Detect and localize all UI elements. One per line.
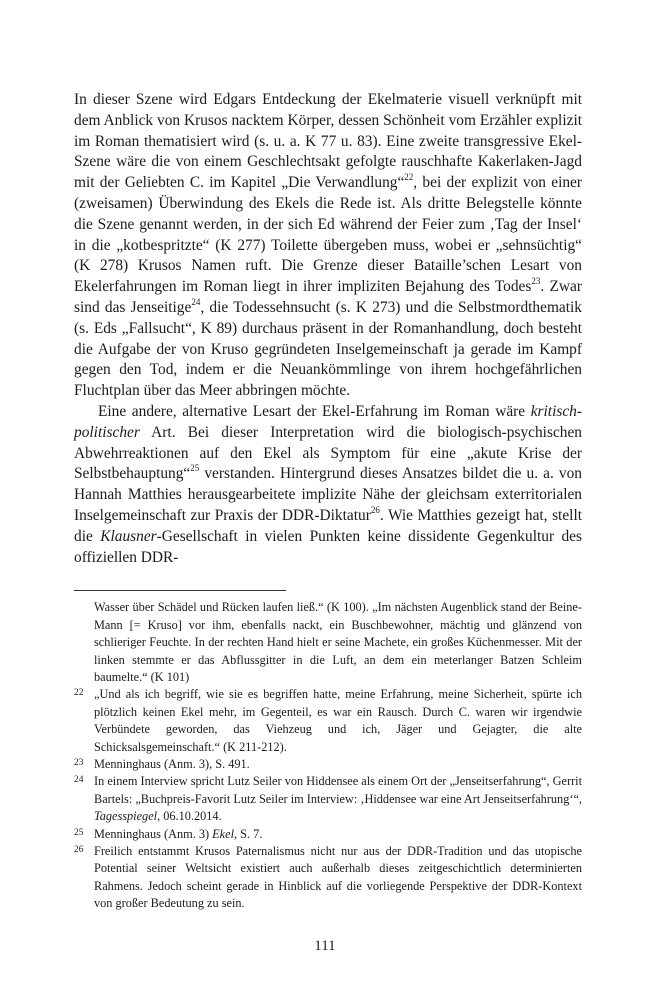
footnote-22 — [74, 686, 582, 756]
text-run: , bei der explizit von einer (zweisamen) Überwindung des Ekels die Rede ist. Als dritte Belegstelle könnte die Szene genannt werden, in der sich Ed während der Feier zum ‚Tag der Insel‘ in die „kotbespritzte“ (K 277) Toilette übergeben muss, wobei er „sehnsüchtig“ (K 278) Krusos Namen ruft. Die Grenze dieser Bataille’schen Lesart von Ekelerfahrungen im Roman liegt in ihrer impliziten Bejahung des Todes — [74, 174, 582, 296]
footnote-23 — [74, 756, 582, 773]
footnote-26 — [74, 843, 582, 913]
emphasis: kritisch-politischer — [74, 402, 582, 441]
footnote-text: Freilich entstammt Krusos Paternalismus nicht nur aus der DDR-Tradition und das utopische Potential seiner Weltsicht existiert auch außerhalb dieses zeitgeschichtlich determinierten Rahmens. Jedoch scheint gerade in Hinblick auf die vorliegende Perspektive der DDR-Kontext von großer Bedeutung zu sein. — [94, 844, 582, 911]
emphasis: Tagesspiegel — [94, 809, 158, 824]
footnote-ref-23[interactable]: 23 — [531, 276, 541, 287]
footnote-continuation — [74, 599, 582, 686]
footnote-text: , 06.10.2014. — [157, 809, 222, 824]
footnote-24 — [74, 773, 582, 825]
body-text — [74, 90, 582, 568]
footnotes — [74, 599, 582, 912]
footnote-text: In einem Interview spricht Lutz Seiler von Hiddensee als einem Ort der „Jenseitserfahrung“, Gerrit Bartels: „Buchpreis-Favorit Lutz Seiler im Interview: ‚Hiddensee war eine Art Jenseitserfahrung‘“, — [94, 774, 582, 806]
text-run: Eine andere, alternative Lesart der Ekel-Erfahrung im Roman wäre — [98, 402, 531, 420]
footnote-25 — [74, 826, 582, 843]
footnote-text: Menninghaus (Anm. 3), S. 491. — [94, 756, 250, 771]
footnote-text: , S. 7. — [234, 826, 263, 841]
footnote-ref-26[interactable]: 26 — [370, 504, 380, 515]
text-run: , die Todessehnsucht (s. K 273) und die Selbstmordthematik (s. Eds „Fallsucht“, K 89) durchaus präsent in der Romanhandlung, doch besteht die Aufgabe der von Kruso gegründeten Inselgemeinschaft ja gerade im Kampf gegen den Tod, indem er die Neuankömmlinge von ihrem hochgefährlichen Fluchtplan über das Meer abbringen möchte. — [74, 298, 582, 400]
paragraph-1 — [74, 90, 582, 402]
footnote-separator — [74, 590, 286, 591]
footnote-text: Wasser über Schädel und Rücken laufen ließ.“ (K 100). „Im nächsten Augenblick stand der Beine-Mann [= Kruso] vor ihm, ebenfalls nackt, ein Buschbewohner, mächtig und glänzend von schlieriger Feuchte. In der rechten Hand hielt er seine Machete, ein großes Küchenmesser. Mit der linken stemmte er das Abflussgitter in die Luft, an dem ein meterlanger Batzen Schleim baumelte.“ (K 101) — [94, 600, 582, 684]
page-content — [74, 90, 582, 913]
footnote-text: Menninghaus (Anm. 3) — [94, 826, 213, 841]
footnote-number: 22 — [74, 688, 84, 699]
footnote-number: 26 — [74, 845, 84, 856]
text-run: In dieser Szene wird Edgars Entdeckung der Ekelmaterie visuell verknüpft mit dem Anblick von Krusos nacktem Körper, dessen Schönheit vom Erzähler explizit im Roman thematisiert wird (s. u. a. K 77 u. 83). Eine zweite transgressive Ekel-Szene wäre die von einem Geschlechtsakt gefolgte rauschhafte Kakerlaken-Jagd mit der Geliebten C. im Kapitel „Die Verwandlung“ — [74, 91, 582, 192]
text-run: . Zwar sind das Jenseitige — [74, 278, 582, 316]
text-run: . Wie Matthies gezeigt hat, stellt die — [74, 506, 582, 545]
footnote-ref-22[interactable]: 22 — [404, 172, 414, 183]
page-number: 111 — [314, 938, 336, 954]
emphasis: Klausner — [100, 527, 157, 545]
footnote-text: „Und als ich begriff, wie sie es begriffen hatte, meine Erfahrung, meine Sicherheit, spürte ich plötzlich keinen Ekel mehr, im Gegenteil, es war ein Rausch. Durch C. waren wir irgendwie Verbündete geworden, das Viehzeug und ich, Jäger und Gejagter, die alte Schicksalsgemeinschaft.“ (K 211-212). — [94, 687, 582, 754]
footnote-number: 23 — [74, 757, 84, 768]
emphasis: Ekel — [212, 826, 235, 841]
text-run: Art. Bei dieser Interpretation wird die biologisch-psychischen Abwehrreaktionen auf den Ekel als Symptom für eine „akute Krise der Selbstbehauptung“ — [74, 423, 582, 483]
paragraph-2 — [74, 402, 582, 568]
footnote-number: 25 — [74, 827, 84, 838]
footnote-ref-25[interactable]: 25 — [190, 463, 200, 474]
text-run: -Gesellschaft in vielen Punkten keine dissidente Gegenkultur des offiziellen DDR- — [74, 527, 582, 566]
text-run: verstanden. Hintergrund dieses Ansatzes bildet die u. a. von Hannah Matthies herausgearbeitete implizite Nähe der gleichsam exterritorialen Inselgemeinschaft zur Praxis der DDR-Diktatur — [74, 465, 582, 524]
footnote-number: 24 — [74, 775, 84, 786]
footnote-ref-24[interactable]: 24 — [191, 296, 201, 307]
